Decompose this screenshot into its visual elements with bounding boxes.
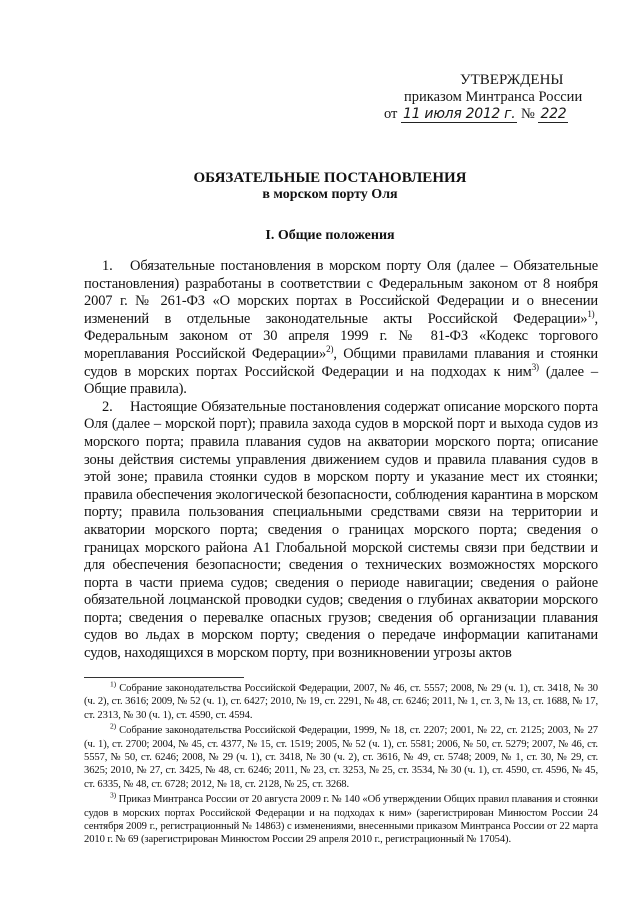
document-title: ОБЯЗАТЕЛЬНЫЕ ПОСТАНОВЛЕНИЯ [193,170,467,186]
section-heading: I. Общие положения [265,228,395,243]
paragraph-text: , Общими правилами плавания и стоянки судов в морских портах Российской Федерации и на подходах к ним [84,345,598,380]
footnote-2 [84,721,598,791]
paragraph-number: 1. [102,258,113,274]
footnote-ref: 3) [531,361,539,372]
footnotes [84,679,598,849]
paragraph-text: Обязательные постановления в морском порту Оля (далее – Обязательные постановления) разработаны в соответствии с Федеральным законом от 8 ноября 2007 г. № 261-ФЗ «О морских портах в Российской Федерации и о внесении изменений в отдельные законодательные акты Российской Федерации» [84,258,598,327]
footnote-ref: 1) [587,308,595,319]
approval-date-line [384,106,620,123]
footnote-3 [84,790,598,847]
document-body [84,258,598,663]
approval-stamp [384,72,620,123]
footnote-mark: 3) [110,790,117,800]
footnote-divider [84,677,244,678]
approval-number-sign: № [521,106,535,122]
handwritten-date: 11 июля 2012 г. [403,106,516,122]
footnote-text: Собрание законодательства Российской Федерации, 2007, № 46, ст. 5557; 2008, № 29 (ч. 1), ст. 3418, № 30 (ч. 2), ст. 3616; 2009, № 52 (ч. 1), ст. 6427; 2010, № 19, ст. 2291, № 48, ст. 6246; 2011, № 1, ст. 3, № 13, ст. 1688, № 17, ст. 2313, № 30 (ч. 1), ст. 4590, ст. 4594. [84,683,598,721]
paragraph-text: (далее – Общие правила). [84,363,598,398]
approval-order-line: приказом Минтранса России [404,89,583,105]
footnote-1 [84,679,598,722]
document-subtitle: в морском порту Оля [262,187,398,202]
footnote-mark: 2) [110,721,117,731]
approval-heading: УТВЕРЖДЕНЫ [460,72,564,88]
footnote-mark: 1) [110,679,117,689]
paragraph-1 [84,258,598,399]
footnote-text: Приказ Минтранса России от 20 августа 2009 г. № 140 «Об утверждении Общих правил плавания и стоянки судов в морских портах Российской Федерации и на подходах к ним» (зарегистрирован Минюстом России 24 сентября 2009 г., регистрационный № 14863) с изменениями, внесенными приказом Минтранса России от 22 марта 2010 г. № 69 (зарегистрирован Минюстом России 29 апреля 2010 г., регистрационный № 17054). [84,794,598,846]
paragraph-2 [84,399,598,663]
footnote-ref: 2) [326,344,334,355]
paragraph-number: 2. [102,398,113,415]
approval-date-prefix: от [384,106,398,122]
paragraph-text: Настоящие Обязательные постановления содержат описание морского порта Оля (далее – морской порт); правила захода судов в морской порт и выхода судов из морского порта; правила плавания судов на акватории морского порта; описание зоны действия системы управления движением судов и правила плавания судов в этой зоне; правила стоянки судов в морском порту и указание мест их стоянки; правила обеспечения экологической безопасности, соблюдения карантина в морском порту; правила пользования специальными средствами связи на территории и акватории морского порта; сведения о границах морского порта; сведения о границах морского района А1 Глобальной морской системы связи при бедствии и для обеспечения безопасности; сведения о технических возможностях морского порта в части приема судов; сведения о периоде навигации; сведения о районе обязательной лоцманской проводки судов; сведения о глубинах акватории морского порта; сведения о перевалке опасных грузов; сведения об организации плавания судов во льдах в морском порту; сведения о передаче информации капитанами судов, находящихся в морском порту, при возникновении угрозы актов [84,398,598,662]
paragraph-text: , Федеральным законом от 30 апреля 1999 г. № 81-ФЗ «Кодекс торгового мореплавания Российской Федерации» [84,310,598,362]
handwritten-order-number: 222 [540,106,567,122]
footnote-text: Собрание законодательства Российской Федерации, 1999, № 18, ст. 2207; 2001, № 22, ст. 2125; 2003, № 27 (ч. 1), ст. 2700; 2004, № 45, ст. 4377, № 15, ст. 1519; 2005, № 52 (ч. 1), ст. 5581; 2006, № 50, ст. 5279; 2007, № 46, ст. 5557, № 50, ст. 6246; 2008, № 29 (ч. 1), ст. 3418, № 30 (ч. 2), ст. 3616, № 49, ст. 5748; 2009, № 1, ст. 30, № 29, ст. 3625; 2010, № 27, ст. 3425, № 48, ст. 6246; 2011, № 23, ст. 3253, № 25, ст. 3534, № 30 (ч. 1), ст. 4590, ст. 4596, № 45, ст. 6335, № 48, ст. 6728; 2012, № 18, ст. 2128, № 25, ст. 3268. [84,725,598,790]
